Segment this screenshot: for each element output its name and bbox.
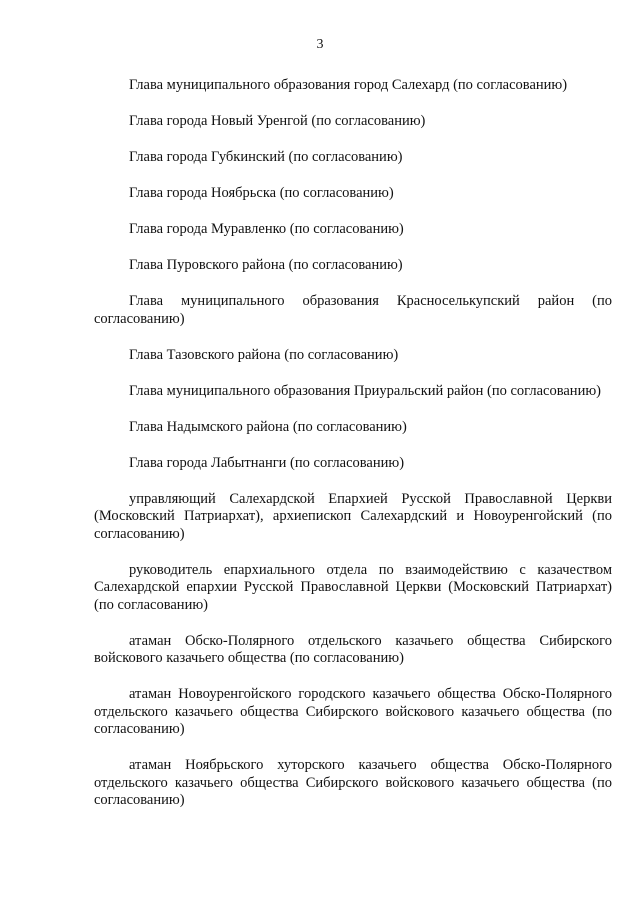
page-number: 3 [316,37,324,52]
list-item: управляющий Салехардской Епархией Русской Православной Церкви (Московский Патриархат), архиепископ Салехардский и Новоуренгойский (по согласованию) [94,490,612,542]
list-item: Глава Пуровского района (по согласованию) [129,257,403,273]
list-item: атаман Ноябрьского хуторского казачьего общества Обско-Полярного отдельского казачьего общества Сибирского войскового казачьего общества (по согласованию) [94,757,612,808]
list-item: Глава муниципального образования Красноселькупский район (по согласованию) [94,293,612,327]
list-item: Глава города Губкинский (по согласованию) [129,149,403,165]
list-item: Глава муниципального образования Приуральский район (по согласованию) [129,382,601,399]
list-item: Глава города Муравленко (по согласованию) [129,221,404,237]
list-item: Глава города Ноябрьска (по согласованию) [129,185,394,201]
list-item: атаман Новоуренгойского городского казачьего общества Обско-Полярного отдельского казачьего общества Сибирского войскового казачьего общества (по согласованию) [94,686,612,737]
list-item: Глава города Лабытнанги (по согласованию) [129,454,405,471]
list-item: Глава Надымского района (по согласованию) [129,418,407,435]
list-item: руководитель епархиального отдела по взаимодействию с казачеством Салехардской епархии Русской Православной Церкви (Московский Патриархат) (по согласованию) [94,561,612,613]
members-list [94,77,612,828]
list-item: Глава Тазовского района (по согласованию) [129,346,399,363]
list-item: атаман Обско-Полярного отдельского казачьего общества Сибирского войскового казачьего общества (по согласованию) [94,632,612,666]
list-item: Глава города Новый Уренгой (по согласованию) [129,113,426,129]
list-item: Глава муниципального образования город Салехард (по согласованию) [129,77,568,93]
